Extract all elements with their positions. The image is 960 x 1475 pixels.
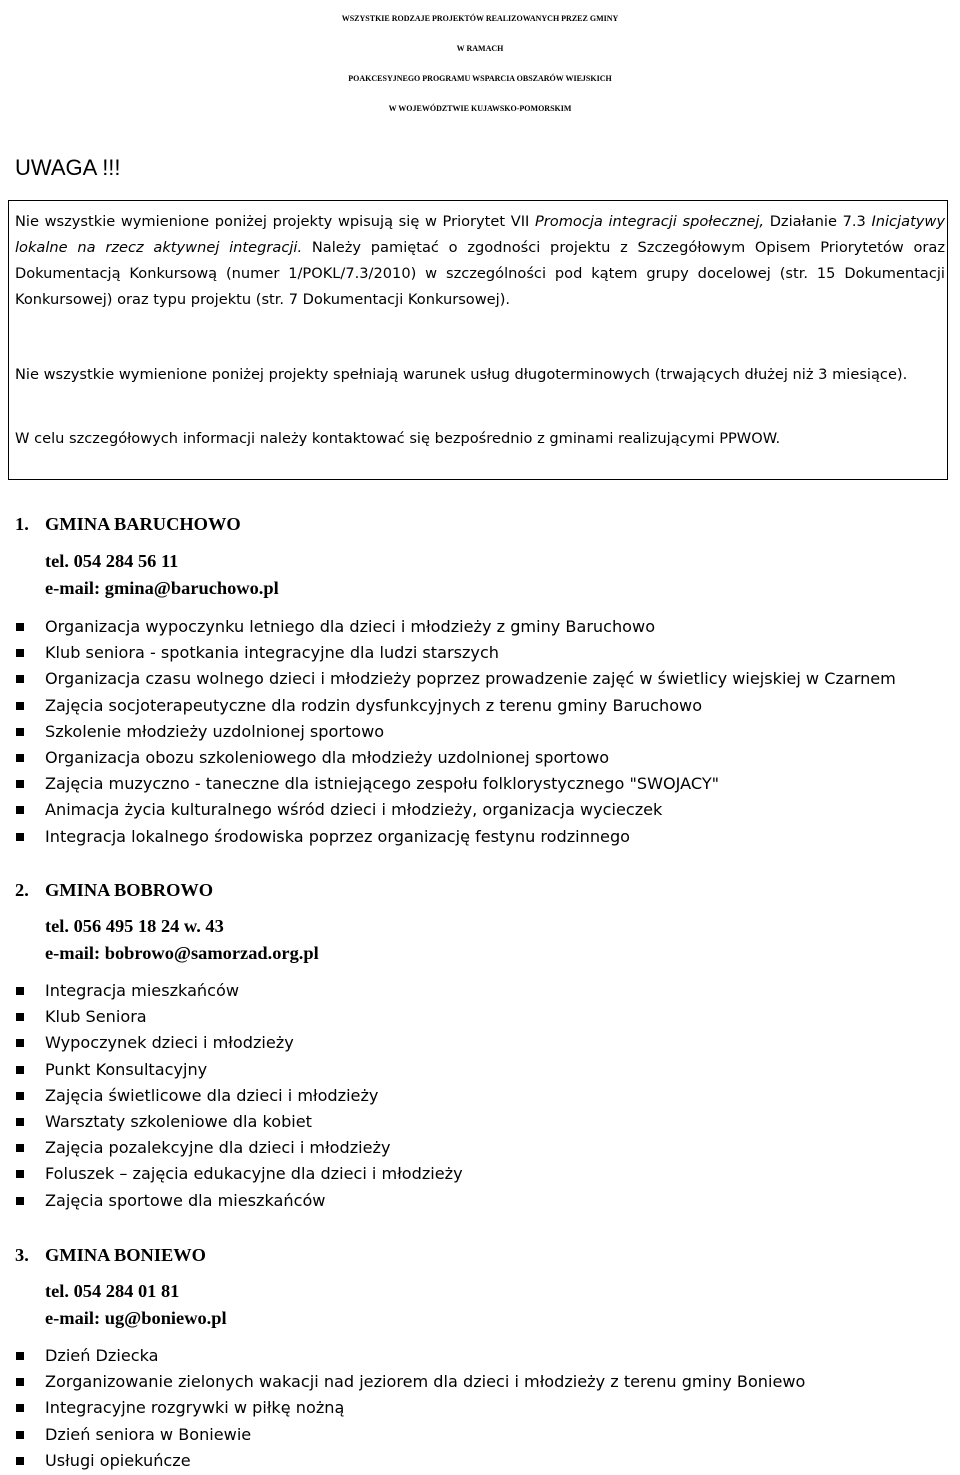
bullet-icon <box>16 1144 24 1152</box>
bullet-icon <box>16 702 24 710</box>
notice-action-name: Inicjatywy lokalne na rzecz aktywnej integracji. <box>15 213 945 256</box>
list-item <box>0 797 896 823</box>
list-item <box>0 745 896 771</box>
list-item <box>0 1448 805 1474</box>
list-item <box>0 1083 463 1109</box>
list-item-text: Integracyjne rozgrywki w piłkę nożną <box>45 1398 345 1418</box>
notice-text: Należy pamiętać o zgodności projektu z Szczegółowym Opisem Priorytetów oraz Dokumentacją Konkursową (numer 1/POKL/7.3/2010) w szczególności pod kątem grupy docelowej (str. 15 Dokumentacji Konkursowej) oraz typu projektu (str. 7 Dokumentacji Konkursowej). <box>15 239 945 308</box>
contact-phone: tel. 056 495 18 24 w. 43 <box>45 916 224 936</box>
section-name: GMINA BONIEWO <box>45 1245 206 1265</box>
list-item <box>0 1161 463 1187</box>
bullet-icon <box>16 1404 24 1412</box>
list-item-text: Klub seniora - spotkania integracyjne dla ludzi starszych <box>45 643 499 663</box>
contact-email: e-mail: ug@boniewo.pl <box>45 1308 227 1328</box>
bullet-icon <box>16 806 24 814</box>
bullet-icon <box>16 780 24 788</box>
list-item-text: Klub Seniora <box>45 1007 147 1027</box>
list-item <box>0 666 896 692</box>
contact-phone: tel. 054 284 56 11 <box>45 551 179 571</box>
list-item-text: Organizacja wypoczynku letniego dla dzieci i młodzieży z gminy Baruchowo <box>45 617 656 636</box>
list-item-text: Punkt Konsultacyjny <box>45 1059 208 1079</box>
list-item <box>0 771 896 797</box>
list-item-text: Zajęcia sportowe dla mieszkańców <box>45 1190 326 1210</box>
project-list <box>0 614 896 850</box>
list-item <box>0 614 896 640</box>
list-item-text: Szkolenie młodzieży uzdolnionej sportowo <box>45 721 385 741</box>
warning-heading: UWAGA !!! <box>15 155 121 180</box>
notice-text: Nie wszystkie wymienione poniżej projekty wpisują się w Priorytet VII <box>15 213 535 230</box>
list-item-text: Dzień seniora w Boniewie <box>45 1424 252 1444</box>
bullet-icon <box>16 623 24 631</box>
notice-text: Działanie 7.3 <box>769 213 872 230</box>
section-name: GMINA BARUCHOWO <box>45 514 241 534</box>
bullet-icon <box>16 1352 24 1360</box>
list-item <box>0 693 896 719</box>
list-item-text: Organizacja czasu wolnego dzieci i młodzieży poprzez prowadzenie zajęć w świetlicy wiejskiej w Czarnem <box>45 669 896 689</box>
list-item-text: Zajęcia pozalekcyjne dla dzieci i młodzieży <box>45 1138 391 1158</box>
title-line: WSZYSTKIE RODZAJE PROJEKTÓW REALIZOWANYCH PRZEZ GMINY <box>341 14 619 23</box>
list-item <box>0 1188 463 1214</box>
list-item <box>0 1369 805 1395</box>
section-number: 2. <box>15 880 29 900</box>
section-heading <box>15 512 241 536</box>
list-item-text: Zajęcia socjoterapeutyczne dla rodzin dysfunkcyjnych z terenu gminy Baruchowo <box>45 695 703 715</box>
contact-email: e-mail: bobrowo@samorzad.org.pl <box>45 943 319 963</box>
list-item-text: Foluszek – zajęcia edukacyjne dla dzieci i młodzieży <box>45 1164 463 1184</box>
list-item <box>0 978 463 1004</box>
list-item <box>0 1030 463 1056</box>
list-item-text: Wypoczynek dzieci i młodzieży <box>45 1033 294 1053</box>
bullet-icon <box>16 1170 24 1178</box>
bullet-icon <box>16 833 24 841</box>
bullet-icon <box>16 1197 24 1205</box>
list-item-text: Warsztaty szkoleniowe dla kobiet <box>45 1111 312 1131</box>
list-item <box>0 1135 463 1161</box>
notice-paragraph-3: W celu szczegółowych informacji należy kontaktować się bezpośrednio z gminami realizującymi PPWOW. <box>15 430 781 447</box>
notice-priority-name: Promocja integracji społecznej, <box>534 213 765 230</box>
bullet-icon <box>16 1066 24 1074</box>
project-list <box>0 978 463 1214</box>
notice-paragraph-2: Nie wszystkie wymienione poniżej projekty spełniają warunek usług długoterminowych (trwających dłużej niż 3 miesiące). <box>15 366 908 383</box>
document-title <box>0 4 960 124</box>
list-item <box>0 1395 805 1421</box>
list-item <box>0 1057 463 1083</box>
list-item-text: Usługi opiekuńcze <box>45 1450 191 1470</box>
list-item <box>0 824 896 850</box>
list-item-text: Organizacja obozu szkoleniowego dla młodzieży uzdolnionej sportowo <box>45 747 610 767</box>
list-item-text: Integracja lokalnego środowiska poprzez organizację festynu rodzinnego <box>45 826 631 846</box>
list-item-text: Zajęcia świetlicowe dla dzieci i młodzieży <box>45 1085 379 1105</box>
list-item <box>0 1109 463 1135</box>
section-heading <box>15 878 213 902</box>
bullet-icon <box>16 675 24 683</box>
list-item <box>0 719 896 745</box>
project-list <box>0 1343 805 1474</box>
bullet-icon <box>16 1013 24 1021</box>
bullet-icon <box>16 1118 24 1126</box>
bullet-icon <box>16 1378 24 1386</box>
list-item-text: Zajęcia muzyczno - taneczne dla istniejącego zespołu folklorystycznego "SWOJACY" <box>45 774 720 794</box>
notice-paragraph-1 <box>15 209 945 313</box>
list-item <box>0 1422 805 1448</box>
bullet-icon <box>16 649 24 657</box>
title-line: W WOJEWÓDZTWIE KUJAWSKO-POMORSKIM <box>388 104 572 113</box>
section-number: 3. <box>15 1245 29 1265</box>
bullet-icon <box>16 1039 24 1047</box>
title-line: W RAMACH <box>456 44 504 53</box>
list-item-text: Zorganizowanie zielonych wakacji nad jeziorem dla dzieci i młodzieży z terenu gminy Boniewo <box>45 1372 806 1392</box>
contact-phone: tel. 054 284 01 81 <box>45 1281 180 1301</box>
bullet-icon <box>16 754 24 762</box>
list-item-text: Animacja życia kulturalnego wśród dzieci i młodzieży, organizacja wycieczek <box>45 800 663 820</box>
bullet-icon <box>16 987 24 995</box>
section-name: GMINA BOBROWO <box>45 880 214 900</box>
list-item <box>0 1004 463 1030</box>
title-line: POAKCESYJNEGO PROGRAMU WSPARCIA OBSZARÓW WIEJSKICH <box>348 74 612 83</box>
list-item <box>0 640 896 666</box>
list-item <box>0 1343 805 1369</box>
section-heading <box>15 1243 206 1267</box>
contact-email: e-mail: gmina@baruchowo.pl <box>45 578 279 598</box>
bullet-icon <box>16 1457 24 1465</box>
bullet-icon <box>16 1092 24 1100</box>
bullet-icon <box>16 728 24 736</box>
list-item-text: Integracja mieszkańców <box>45 981 239 1000</box>
bullet-icon <box>16 1431 24 1439</box>
section-number: 1. <box>15 514 29 534</box>
list-item-text: Dzień Dziecka <box>45 1346 159 1365</box>
